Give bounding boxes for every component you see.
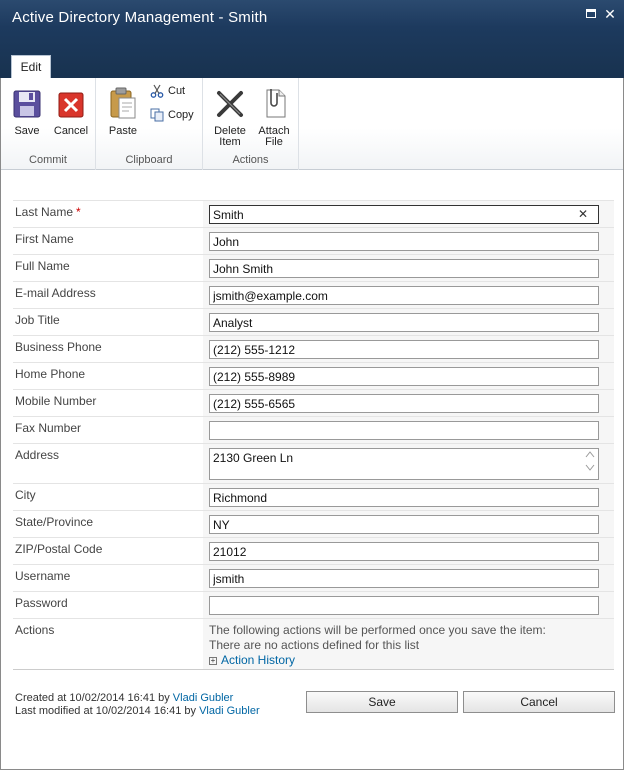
actions-group [203,78,299,170]
fax-input[interactable] [209,421,599,440]
save-ribbon-button[interactable]: Save [9,88,45,137]
row-job-title [13,308,614,335]
row-mobile [13,389,614,416]
paste-button[interactable]: Paste [104,86,142,137]
home-phone-input[interactable] [209,367,599,386]
first-name-input[interactable] [209,232,599,251]
scissors-icon [150,84,164,98]
action-history-link[interactable]: + Action History [210,653,296,667]
no-actions-message: There are no actions defined for this list [209,638,420,652]
modified-by-link[interactable]: Vladi Gubler [199,705,260,717]
item-metadata: Created at 10/02/2014 16:41 by Vladi Gubler Last modified at 10/02/2014 16:41 by Vladi Gubler [15,692,260,717]
actions-group-label: Actions [232,154,269,166]
row-home-phone [13,362,614,389]
commit-group-label: Commit [29,154,67,166]
expand-icon[interactable]: + [210,656,216,665]
job-title-input[interactable] [209,313,599,332]
row-last-name [13,200,614,227]
label-fax: Fax Number [15,421,82,435]
row-password [13,591,614,618]
cancel-ribbon-button[interactable]: Cancel [51,88,91,137]
scroll-up-icon[interactable] [585,450,595,462]
clear-input-icon[interactable]: ✕ [578,207,589,221]
attach-file-button[interactable]: Attach File [255,86,293,148]
row-state [13,510,614,537]
row-fax [13,416,614,443]
mobile-input[interactable] [209,394,599,413]
cut-button[interactable]: Cut [150,84,185,98]
label-home-phone: Home Phone [15,367,86,381]
label-full-name: Full Name [15,259,70,273]
item-form [13,200,614,669]
required-marker: * [76,205,81,219]
attach-icon [258,86,290,120]
copy-icon [150,108,164,122]
title-bar [0,0,624,78]
dialog-title: Active Directory Management - Smith [12,9,268,26]
paste-icon [107,86,139,120]
city-input[interactable] [209,488,599,507]
row-email [13,281,614,308]
form-divider [13,669,614,670]
delete-item-button[interactable]: Delete Item [211,88,249,148]
full-name-input[interactable] [209,259,599,278]
cancel-button[interactable]: Cancel [463,691,615,713]
ribbon [1,78,623,170]
actions-description: The following actions will be performed once you save the item: [209,623,546,637]
label-state: State/Province [15,515,94,529]
row-address [13,443,614,483]
label-actions: Actions [15,623,55,637]
label-username: Username [15,569,71,583]
label-business-phone: Business Phone [15,340,102,354]
row-first-name [13,227,614,254]
email-input[interactable] [209,286,599,305]
clipboard-group [96,78,203,170]
row-city [13,483,614,510]
clipboard-group-label: Clipboard [125,154,173,166]
row-username [13,564,614,591]
cancel-icon [55,88,87,120]
maximize-icon[interactable] [584,7,598,21]
address-textarea[interactable]: 2130 Green Ln [209,448,599,480]
label-email: E-mail Address [15,286,96,300]
label-address: Address [15,448,60,462]
label-first-name: First Name [15,232,74,246]
commit-group [1,78,96,170]
row-zip [13,537,614,564]
label-mobile: Mobile Number [15,394,97,408]
label-city: City [15,488,36,502]
password-input[interactable] [209,596,599,615]
zip-input[interactable] [209,542,599,561]
copy-button[interactable]: Copy [150,108,194,122]
state-input[interactable] [209,515,599,534]
label-password: Password [15,596,68,610]
tab-edit[interactable]: Edit [11,55,51,79]
last-name-input[interactable] [209,205,599,224]
username-input[interactable] [209,569,599,588]
scroll-down-icon[interactable] [585,464,595,476]
label-last-name: Last Name [15,205,74,219]
save-icon [11,88,43,120]
delete-icon [214,88,246,120]
close-icon[interactable]: ✕ [604,6,616,22]
row-full-name [13,254,614,281]
label-zip: ZIP/Postal Code [15,542,103,556]
label-job-title: Job Title [15,313,60,327]
save-button[interactable]: Save [306,691,458,713]
created-by-link[interactable]: Vladi Gubler [172,692,234,704]
row-business-phone [13,335,614,362]
business-phone-input[interactable] [209,340,599,359]
row-actions [13,618,614,669]
